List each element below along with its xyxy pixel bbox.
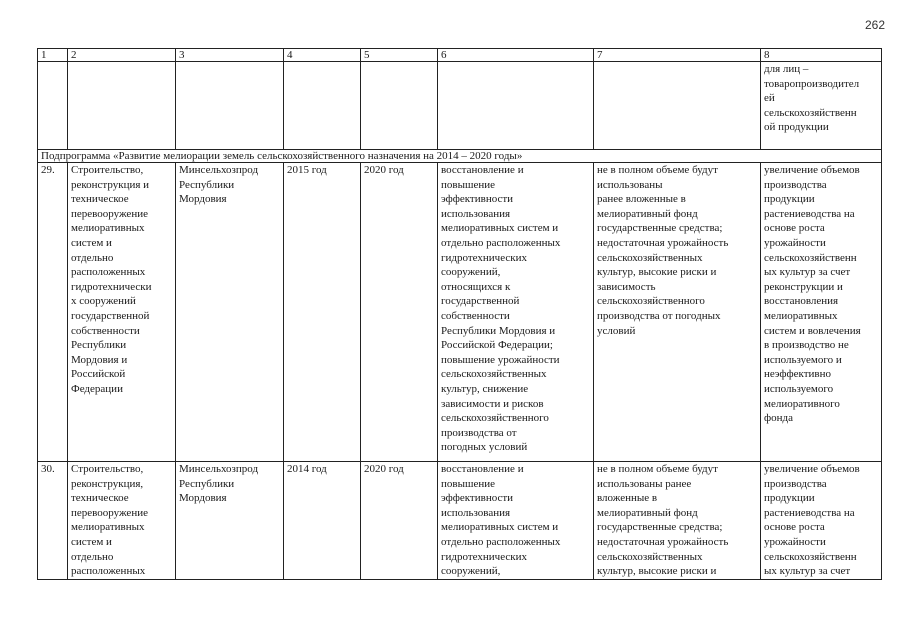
cell-text-line: урожайности (764, 236, 826, 249)
measure-name-cell (68, 462, 176, 580)
end-year-cell: 2020 год (361, 163, 438, 462)
cell-text-line: эффективности (441, 193, 514, 206)
cell-text-line: Мордовия (179, 193, 227, 206)
indicator-cell (761, 462, 882, 580)
cell-text-line: культур, высокие риски и (597, 266, 717, 279)
cell-text-line: реконструкция, (71, 477, 144, 490)
start-year-cell: 2014 год (284, 462, 361, 580)
cell-text-line: производства от погодных (597, 309, 721, 322)
cell-text-line: относящихся к (441, 280, 511, 293)
table-cell (68, 62, 176, 150)
cell-text-line: фонда (764, 412, 793, 425)
cell-text-line: недостаточная урожайность (597, 535, 729, 548)
table-cell (594, 62, 761, 150)
cell-text-line: техническое (71, 193, 129, 206)
cell-text-line: культур, снижение (441, 382, 529, 395)
cell-text-line: мелиоративных (71, 521, 145, 534)
cell-text-line: мелиоративного (764, 397, 840, 410)
cell-text-line: увеличение объемов (764, 463, 860, 475)
cell-text-line: сельскохозяйственного (597, 295, 705, 308)
cell-text-line: техническое (71, 492, 129, 505)
col-header: 4 (284, 49, 361, 62)
cell-text-line: растениеводства на (764, 207, 855, 220)
row-number: 30. (38, 462, 68, 580)
cell-text-line: продукции (764, 492, 815, 505)
cell-text-line: собственности (441, 309, 510, 322)
cell-text-line: государственной (441, 295, 520, 308)
cell-text-line: повышение урожайности (441, 353, 560, 366)
cell-text-line: вложенные в (597, 492, 658, 505)
col-header: 6 (438, 49, 594, 62)
cell-text-line: культур, высокие риски и (597, 565, 717, 578)
cell-text-line: отдельно расположенных (441, 535, 561, 548)
cell-text-line: перевооружение (71, 207, 148, 220)
cell-text-line: реконструкция и (71, 178, 150, 191)
cell-text-line: отдельно расположенных (441, 236, 561, 249)
table-cell (284, 62, 361, 150)
cell-text-line: расположенных (71, 266, 146, 279)
cell-text-line: повышение (441, 178, 495, 191)
cell-text-line: государственные средства; (597, 521, 723, 534)
indicator-cell (761, 163, 882, 462)
subprogram-title: Подпрограмма «Развитие мелиорации земель сельскохозяйственного назначения на 2014 – 2020 годы» (38, 150, 882, 163)
cell-text-line: собственности (71, 324, 140, 337)
cell-text-line: используемого (764, 382, 834, 395)
consequence-cell (594, 462, 761, 580)
cell-text-line: для лиц – (764, 63, 809, 75)
table-cell (438, 62, 594, 150)
continuation-row (38, 62, 882, 150)
cell-text-line: основе роста (764, 521, 825, 534)
cell-text-line: продукции (764, 193, 815, 206)
subprogram-row (38, 150, 882, 163)
cell-text-line: ых культур за счет (764, 266, 851, 279)
cell-text-line: урожайности (764, 535, 826, 548)
indicator-cell (761, 62, 882, 150)
cell-text-line: гидротехнических (441, 251, 527, 264)
table-cell (38, 62, 68, 150)
cell-text-line: восстановление и (441, 463, 524, 475)
cell-text-line: мелиоративных систем и (441, 521, 559, 534)
cell-text-line: условий (597, 324, 636, 337)
consequence-cell (594, 163, 761, 462)
cell-text-line: производства (764, 178, 827, 191)
cell-text-line: производства (764, 477, 827, 490)
program-table (37, 48, 882, 580)
cell-text-line: основе роста (764, 222, 825, 235)
cell-text-line: восстановление и (441, 164, 524, 176)
col-header: 5 (361, 49, 438, 62)
table-cell (176, 62, 284, 150)
cell-text-line: мелиоративный фонд (597, 506, 698, 519)
cell-text-line: Мордовия (179, 492, 227, 505)
cell-text-line: неэффективно (764, 368, 831, 381)
cell-text-line: в производство не (764, 339, 849, 352)
cell-text-line: ых культур за счет (764, 565, 851, 578)
cell-text-line: государственной (71, 309, 150, 322)
cell-text-line: использования (441, 207, 511, 220)
cell-text-line: систем и (71, 535, 112, 548)
row-number: 29. (38, 163, 68, 462)
page-number: 262 (865, 18, 886, 32)
cell-text-line: х сооружений (71, 295, 136, 308)
cell-text-line: сооружений, (441, 565, 501, 578)
cell-text-line: Минсельхозпрод (179, 463, 259, 475)
cell-text-line: Мордовия и (71, 353, 128, 366)
cell-text-line: производства от (441, 426, 517, 439)
cell-text-line: Республики (179, 477, 235, 490)
cell-text-line: сельскохозяйственных (597, 550, 703, 563)
cell-text-line: сельскохозяйственных (597, 251, 703, 264)
cell-text-line: товаропроизводител (764, 77, 860, 90)
cell-text-line: сельскохозяйственных (441, 368, 547, 381)
cell-text-line: сельскохозяйственн (764, 106, 857, 119)
cell-text-line: использованы (597, 178, 663, 191)
col-header: 7 (594, 49, 761, 62)
cell-text-line: погодных условий (441, 441, 528, 454)
cell-text-line: зависимости и рисков (441, 397, 544, 410)
cell-text-line: ей (764, 92, 775, 105)
cell-text-line: повышение (441, 477, 495, 490)
cell-text-line: Минсельхозпрод (179, 164, 259, 176)
cell-text-line: сельскохозяйственного (441, 412, 549, 425)
cell-text-line: гидротехнически (71, 280, 152, 293)
cell-text-line: не в полном объеме будут (597, 164, 718, 176)
cell-text-line: Строительство, (71, 164, 144, 176)
cell-text-line: мелиоративных (764, 309, 838, 322)
expected-result-cell (438, 163, 594, 462)
cell-text-line: эффективности (441, 492, 514, 505)
cell-text-line: Республики Мордовия и (441, 324, 556, 337)
cell-text-line: мелиоративных систем и (441, 222, 559, 235)
cell-text-line: сельскохозяйственн (764, 550, 857, 563)
cell-text-line: реконструкции и (764, 280, 843, 293)
cell-text-line: использования (441, 506, 511, 519)
cell-text-line: мелиоративный фонд (597, 207, 698, 220)
column-number-row (38, 49, 882, 62)
cell-text-line: систем и вовлечения (764, 324, 861, 337)
executor-cell (176, 462, 284, 580)
cell-text-line: расположенных (71, 565, 146, 578)
expected-result-cell (438, 462, 594, 580)
col-header: 8 (761, 49, 882, 62)
cell-text-line: мелиоративных (71, 222, 145, 235)
cell-text-line: систем и (71, 236, 112, 249)
cell-text-line: Республики (71, 339, 127, 352)
end-year-cell: 2020 год (361, 462, 438, 580)
cell-text-line: сельскохозяйственн (764, 251, 857, 264)
cell-text-line: увеличение объемов (764, 164, 860, 176)
cell-text-line: государственные средства; (597, 222, 723, 235)
cell-text-line: зависимость (597, 280, 656, 293)
cell-text-line: отдельно (71, 251, 114, 264)
table-row (38, 163, 882, 462)
cell-text-line: Российской (71, 368, 126, 381)
col-header: 1 (38, 49, 68, 62)
measure-name-cell (68, 163, 176, 462)
cell-text-line: растениеводства на (764, 506, 855, 519)
executor-cell (176, 163, 284, 462)
cell-text-line: Республики (179, 178, 235, 191)
cell-text-line: отдельно (71, 550, 114, 563)
cell-text-line: использованы ранее (597, 477, 692, 490)
col-header: 3 (176, 49, 284, 62)
cell-text-line: ранее вложенные в (597, 193, 686, 206)
cell-text-line: восстановления (764, 295, 839, 308)
table-cell (361, 62, 438, 150)
cell-text-line: недостаточная урожайность (597, 236, 729, 249)
cell-text-line: Российской Федерации; (441, 339, 553, 352)
table-row (38, 462, 882, 580)
cell-text-line: перевооружение (71, 506, 148, 519)
cell-text-line: ой продукции (764, 121, 829, 134)
cell-text-line: Строительство, (71, 463, 144, 475)
cell-text-line: не в полном объеме будут (597, 463, 718, 475)
cell-text-line: Федерации (71, 382, 123, 395)
col-header: 2 (68, 49, 176, 62)
cell-text-line: гидротехнических (441, 550, 527, 563)
cell-text-line: сооружений, (441, 266, 501, 279)
start-year-cell: 2015 год (284, 163, 361, 462)
cell-text-line: используемого и (764, 353, 842, 366)
